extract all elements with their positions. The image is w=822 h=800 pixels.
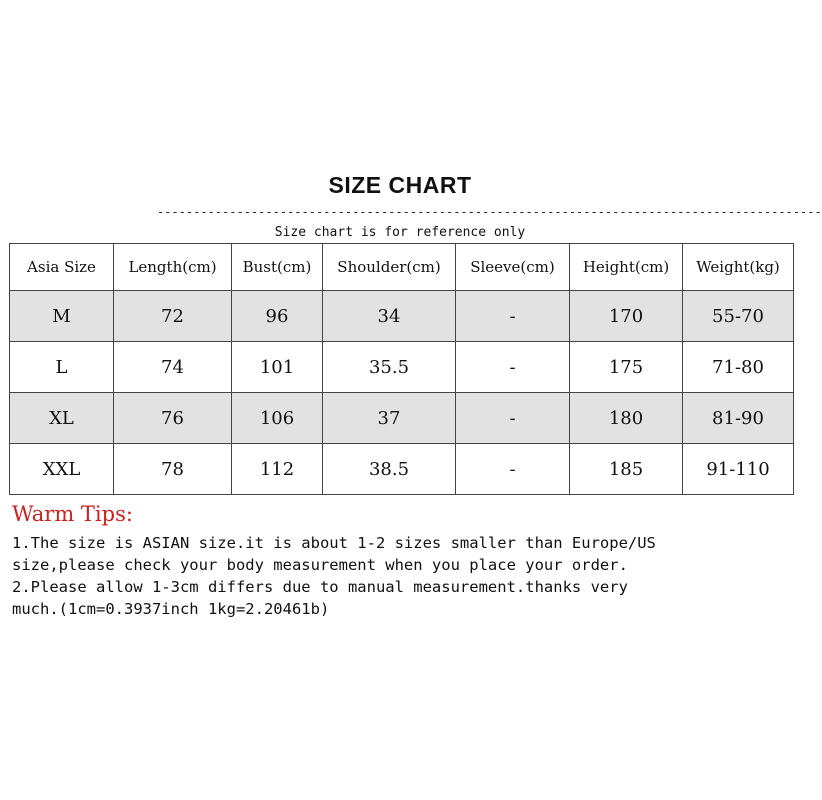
tip-line: 2.Please allow 1-3cm differs due to manual measurement.thanks very <box>12 578 628 596</box>
column-header: Length(cm) <box>114 244 232 291</box>
table-row <box>10 393 794 444</box>
table-cell: 91-110 <box>683 444 794 495</box>
column-header: Asia Size <box>10 244 114 291</box>
table-cell: 74 <box>114 342 232 393</box>
table-cell: 175 <box>570 342 683 393</box>
dashed-divider: -------------------------------------------------------------------------------------------- <box>157 205 822 219</box>
table-cell: - <box>456 393 570 444</box>
table-cell: 78 <box>114 444 232 495</box>
table-cell: 185 <box>570 444 683 495</box>
table-cell: - <box>456 444 570 495</box>
table-row <box>10 291 794 342</box>
table-cell: 35.5 <box>323 342 456 393</box>
table-cell: M <box>10 291 114 342</box>
tip-line: 1.The size is ASIAN size.it is about 1-2 sizes smaller than Europe/US <box>12 534 656 552</box>
table-cell: 34 <box>323 291 456 342</box>
table-cell: 55-70 <box>683 291 794 342</box>
table-header-row <box>10 244 794 291</box>
reference-note: Size chart is for reference only <box>274 225 526 240</box>
column-header: Sleeve(cm) <box>456 244 570 291</box>
table-row <box>10 444 794 495</box>
table-cell: 106 <box>232 393 323 444</box>
table-cell: XL <box>10 393 114 444</box>
page-title: SIZE CHART <box>328 172 472 198</box>
column-header: Height(cm) <box>570 244 683 291</box>
warm-tips-body <box>12 532 792 620</box>
table-cell: 101 <box>232 342 323 393</box>
table-cell: 37 <box>323 393 456 444</box>
table-cell: 81-90 <box>683 393 794 444</box>
table-cell: 170 <box>570 291 683 342</box>
table-cell: - <box>456 342 570 393</box>
table-cell: 76 <box>114 393 232 444</box>
table-cell: XXL <box>10 444 114 495</box>
warm-tips-heading: Warm Tips: <box>12 502 133 526</box>
table-cell: 112 <box>232 444 323 495</box>
column-header: Bust(cm) <box>232 244 323 291</box>
table-cell: 96 <box>232 291 323 342</box>
table-cell: - <box>456 291 570 342</box>
table-cell: L <box>10 342 114 393</box>
column-header: Weight(kg) <box>683 244 794 291</box>
table-cell: 72 <box>114 291 232 342</box>
table-cell: 71-80 <box>683 342 794 393</box>
column-header: Shoulder(cm) <box>323 244 456 291</box>
table-row <box>10 342 794 393</box>
table-cell: 180 <box>570 393 683 444</box>
table-cell: 38.5 <box>323 444 456 495</box>
size-table <box>9 243 794 495</box>
tip-line: size,please check your body measurement when you place your order. <box>12 556 628 574</box>
tip-line: much.(1cm=0.3937inch 1kg=2.20461b) <box>12 600 330 618</box>
